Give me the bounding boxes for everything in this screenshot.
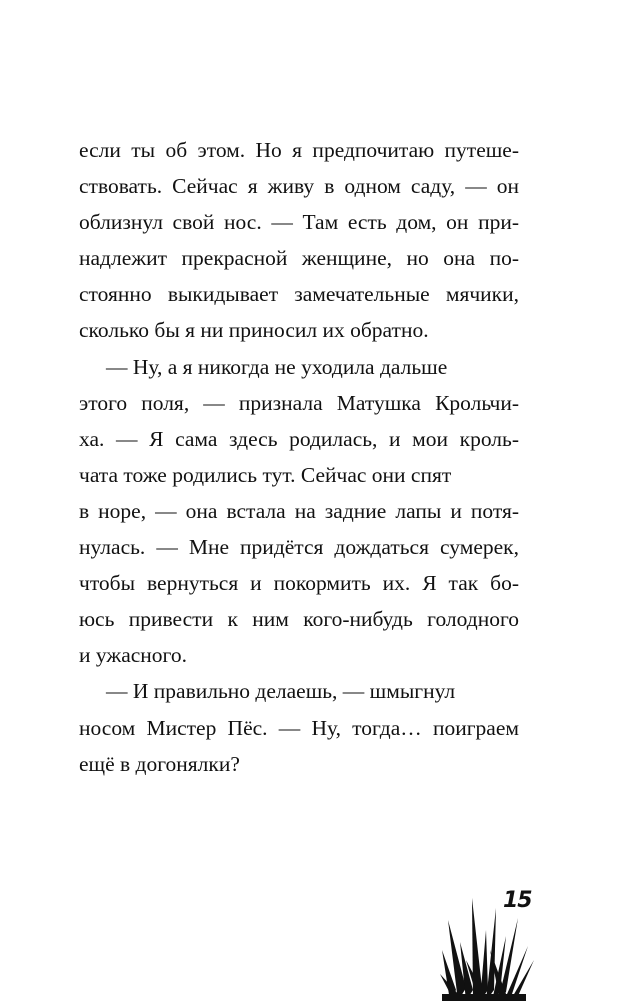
text-line: в норе, — она встала на задние лапы и потя- bbox=[79, 498, 519, 523]
page-number: 15 bbox=[503, 888, 532, 913]
text-line: этого поля, — признала Матушка Крольчи- bbox=[79, 390, 519, 415]
grass-icon bbox=[440, 890, 540, 1001]
text-line: чата тоже родились тут. Сейчас они спят bbox=[79, 462, 452, 487]
text-line: юсь привести к ним кого-нибудь голодного bbox=[79, 607, 519, 632]
text-line: сколько бы я ни приносил их обратно. bbox=[79, 318, 429, 343]
text-line: и ужасного. bbox=[79, 643, 187, 668]
text-line: чтобы вернуться и покормить их. Я так бо- bbox=[79, 571, 519, 596]
text-line: — И правильно делаешь, — шмыгнул bbox=[106, 679, 456, 704]
text-line: ха. — Я сама здесь родилась, и мои кроль- bbox=[79, 426, 519, 451]
text-line: облизнул свой нос. — Там есть дом, он при- bbox=[79, 210, 519, 235]
text-line: если ты об этом. Но я предпочитаю путеше- bbox=[79, 138, 519, 162]
text-line: надлежит прекрасной женщине, но она по- bbox=[79, 246, 519, 271]
page-text bbox=[79, 132, 519, 782]
text-line: нулась. — Мне придётся дождаться сумерек, bbox=[79, 535, 519, 560]
text-line: носом Мистер Пёс. — Ну, тогда… поиграем bbox=[79, 715, 519, 740]
text-line: — Ну, а я никогда не уходила дальше bbox=[106, 354, 448, 379]
text-line: стоянно выкидывает замечательные мячики, bbox=[79, 282, 519, 307]
text-line: ещё в догонялки? bbox=[79, 751, 240, 776]
text-line: ствовать. Сейчас я живу в одном саду, — он bbox=[79, 174, 519, 199]
